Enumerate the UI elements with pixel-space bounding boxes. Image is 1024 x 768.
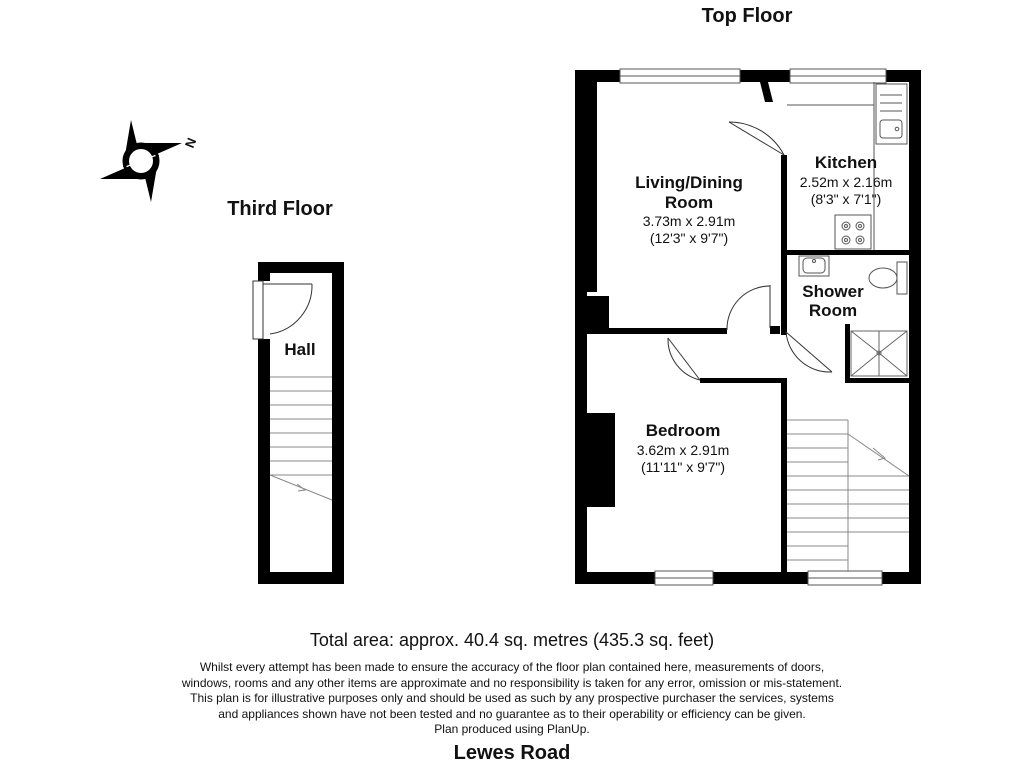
top-floor-plan xyxy=(575,5,921,585)
stair-window xyxy=(808,571,882,585)
kitchen-door xyxy=(729,122,784,155)
third-floor-stairs xyxy=(270,377,332,500)
disclaimer-line: Whilst every attempt has been made to ensure the accuracy of the floor plan contained here, measurements of doors, xyxy=(199,660,825,674)
kitchen-imperial: (8'3" x 7'1") xyxy=(810,191,882,207)
kitchen-name: Kitchen xyxy=(814,153,878,172)
disclaimer-line: Plan produced using PlanUp. xyxy=(434,722,590,736)
compass-north-letter: N xyxy=(181,135,200,150)
top-floor-wall-right xyxy=(909,70,921,584)
living-door xyxy=(727,285,770,330)
kitchen-window xyxy=(790,69,886,83)
kitchen-metric: 2.52m x 2.16m xyxy=(799,174,893,190)
bedroom-stair-partition xyxy=(700,378,786,383)
living-room-imperial: (12'3" x 9'7") xyxy=(649,230,729,246)
shower-room-name-line2: Room xyxy=(808,301,858,320)
top-floor-stairs xyxy=(787,420,909,572)
compass-rose-icon xyxy=(100,120,199,202)
disclaimer-block xyxy=(0,660,1024,738)
shower-lower-wall xyxy=(845,378,909,383)
bedroom-right-wall xyxy=(781,378,787,576)
disclaimer-line: windows, rooms and any other items are approximate and no responsibility is taken for any error, omission or mis-statement. xyxy=(181,675,843,690)
living-room-metric: 3.73m x 2.91m xyxy=(642,213,736,229)
hall-wall-top xyxy=(258,262,344,273)
shower-door xyxy=(786,332,832,372)
bedroom-imperial: (11'11" x 9'7") xyxy=(640,459,726,475)
kitchen-door-jamb xyxy=(760,82,773,102)
kitchen-shower-partition xyxy=(781,250,909,255)
bedroom-door xyxy=(668,338,700,380)
living-room-name-line2: Room xyxy=(664,193,714,212)
total-area-text: Total area: approx. 40.4 sq. metres (435.3 sq. feet) xyxy=(309,630,715,650)
shower-tray-icon xyxy=(851,331,907,376)
bedroom-metric: 3.62m x 2.91m xyxy=(636,442,730,458)
living-chimney-lower xyxy=(587,296,609,332)
top-floor-wall-left xyxy=(575,70,587,584)
living-room-name-line1: Living/Dining xyxy=(635,173,743,192)
washbasin-icon xyxy=(799,256,829,276)
living-window xyxy=(620,69,740,83)
disclaimer-line: and appliances shown have not been tested and no guarantee as to their operability or efficiency can be given. xyxy=(218,706,806,721)
hall-post xyxy=(770,326,780,334)
third-floor-plan xyxy=(227,198,344,584)
hall-entrance-gap xyxy=(257,281,271,339)
shower-room-name-line1: Shower xyxy=(802,282,864,301)
cooker-hob-icon xyxy=(835,215,871,249)
shower-enclosure-wall xyxy=(845,324,850,383)
bedroom-name: Bedroom xyxy=(645,421,721,440)
property-address: Lewes Road xyxy=(453,742,571,764)
living-kitchen-partition xyxy=(781,155,787,335)
living-chimney-upper xyxy=(587,82,597,292)
third-floor-title: Third Floor xyxy=(227,198,333,220)
disclaimer-line: This plan is for illustrative purposes only and should be used as such by any prospective purchaser the services, systems xyxy=(190,691,834,705)
toilet-icon xyxy=(869,262,907,294)
kitchen-sink-icon xyxy=(876,84,907,144)
bedroom-chimney xyxy=(587,413,615,507)
hall-wall-bottom xyxy=(258,572,344,584)
top-floor-title: Top Floor xyxy=(701,5,793,27)
hall-wall-right xyxy=(332,262,344,584)
living-bedroom-partition xyxy=(587,328,727,334)
hall-name: Hall xyxy=(284,340,316,359)
bedroom-window xyxy=(655,571,713,585)
